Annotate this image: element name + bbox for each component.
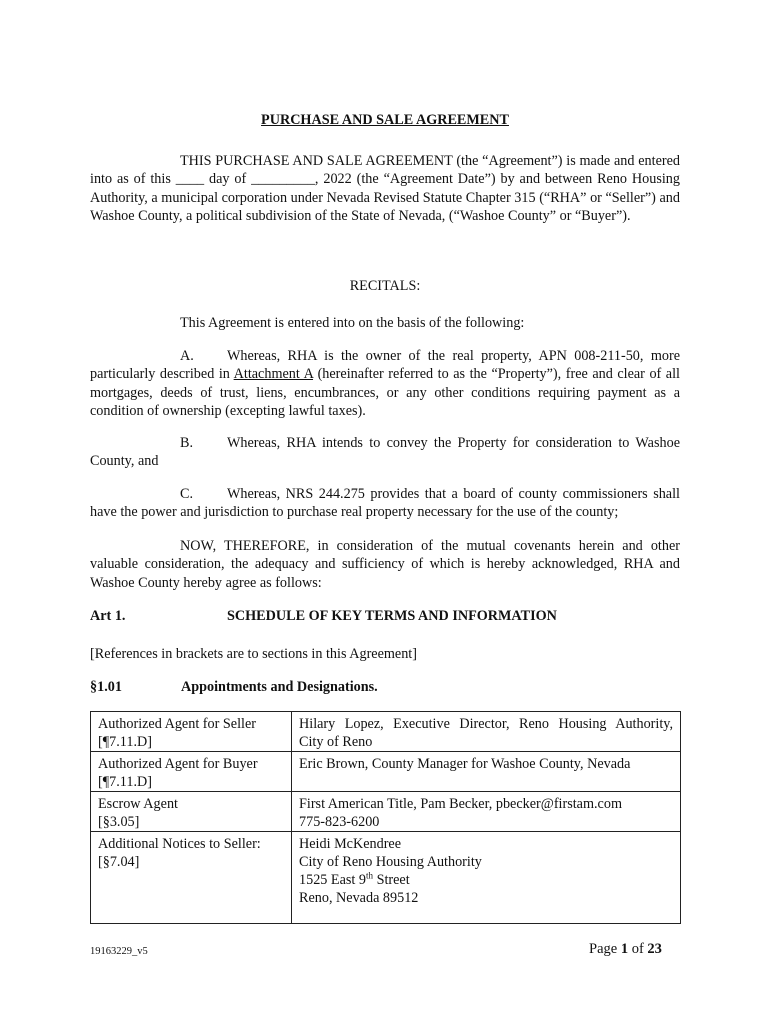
table-label-cell <box>91 712 292 752</box>
page-title: PURCHASE AND SALE AGREEMENT <box>261 112 509 128</box>
document-id: 19163229_v5 <box>90 946 148 957</box>
notices-seller-org: City of Reno Housing Authority <box>299 854 482 870</box>
article-title: SCHEDULE OF KEY TERMS AND INFORMATION <box>227 608 557 624</box>
recital-a <box>90 347 680 421</box>
recital-a-text-after: (hereinafter referred to as the “Property”), free and clear of all mortgages, deeds of trust, liens, encumbrances, or any other conditions requiring payment as a condition of ownership (excepting lawful taxes). <box>90 366 680 420</box>
buyer-agent-value: Eric Brown, County Manager for Washoe County, Nevada <box>299 756 631 772</box>
notices-seller-name: Heidi McKendree <box>299 836 402 852</box>
page-word: Page <box>589 941 618 957</box>
notices-seller-city: Reno, Nevada 89512 <box>299 890 419 906</box>
street-suffix: Street <box>373 872 410 888</box>
recital-a-number: A. <box>180 348 194 364</box>
escrow-agent-value: First American Title, Pam Becker, pbecker@firstam.com <box>299 796 622 812</box>
intro-text: THIS PURCHASE AND SALE AGREEMENT (the “Agreement”) is made and entered into as of this ____ day of _________, 2022 (the “Agreement Date”) by and between Reno Housing Authority, a municipal corporation under Nevada Revised Statute Chapter 315 (“RHA” or “Seller”) and Washoe County, a political subdivision of the State of Nevada, (“Washoe County” or “Buyer”). <box>90 153 680 225</box>
section-title: Appointments and Designations. <box>181 679 378 695</box>
buyer-agent-label: Authorized Agent for Buyer <box>98 756 258 772</box>
table-row <box>91 712 681 752</box>
table-label-cell <box>91 832 292 924</box>
page-total: 23 <box>647 941 662 957</box>
basis-paragraph <box>90 314 680 332</box>
of-word: of <box>631 941 644 957</box>
recital-b-number: B. <box>180 435 194 451</box>
table-row <box>91 752 681 792</box>
seller-agent-ref: [¶7.11.D] <box>98 734 152 750</box>
basis-text: This Agreement is entered into on the basis of the following: <box>180 315 525 331</box>
recitals-heading: RECITALS: <box>349 278 421 294</box>
escrow-agent-label: Escrow Agent <box>98 796 178 812</box>
intro-paragraph <box>90 152 680 226</box>
street-number: 1525 East 9 <box>299 872 366 888</box>
article-heading <box>90 608 680 625</box>
table-label-cell <box>91 752 292 792</box>
recital-c-text: Whereas, NRS 244.275 provides that a board of county commissioners shall have the power and jurisdiction to purchase real property necessary for the use of the county; <box>90 486 680 521</box>
table-label-cell <box>91 792 292 832</box>
article-label: Art 1. <box>90 608 126 624</box>
seller-agent-value: Hilary Lopez, Executive Director, Reno Housing Authority, <box>299 716 673 732</box>
page-number <box>589 941 662 958</box>
now-therefore-text: NOW, THEREFORE, in consideration of the mutual covenants herein and other valuable consideration, the adequacy and sufficiency of which is hereby acknowledged, RHA and Washoe County hereby agree as follows: <box>90 538 680 591</box>
page-current: 1 <box>620 941 629 957</box>
recital-c <box>90 485 680 522</box>
seller-agent-label: Authorized Agent for Seller <box>98 716 256 732</box>
recital-a-text-before: Whereas, RHA is the owner of the real property, APN 008-211-50, more particularly described in <box>90 348 680 383</box>
buyer-agent-ref: [¶7.11.D] <box>98 774 152 790</box>
section-heading <box>90 679 680 696</box>
table-value-cell <box>292 792 681 832</box>
table-row <box>91 832 681 924</box>
section-label: §1.01 <box>90 679 122 695</box>
table-value-cell <box>292 712 681 752</box>
recital-b <box>90 434 680 471</box>
escrow-agent-ref: [§3.05] <box>98 814 140 830</box>
escrow-agent-phone: 775-823-6200 <box>299 814 380 830</box>
notices-seller-street <box>299 871 673 889</box>
recital-b-text: Whereas, RHA intends to convey the Property for consideration to Washoe County, and <box>90 435 680 470</box>
key-terms-table <box>90 711 681 924</box>
attachment-a-link: Attachment A <box>233 366 314 383</box>
recital-c-number: C. <box>180 486 194 502</box>
table-value-cell <box>292 752 681 792</box>
street-ordinal: th <box>366 870 374 881</box>
seller-agent-city: City of Reno <box>299 734 373 750</box>
references-note: [References in brackets are to sections in this Agreement] <box>90 646 417 662</box>
table-value-cell <box>292 832 681 924</box>
notices-seller-label: Additional Notices to Seller: <box>98 836 261 852</box>
now-therefore-paragraph <box>90 537 680 592</box>
table-row <box>91 792 681 832</box>
notices-seller-ref: [§7.04] <box>98 854 140 870</box>
